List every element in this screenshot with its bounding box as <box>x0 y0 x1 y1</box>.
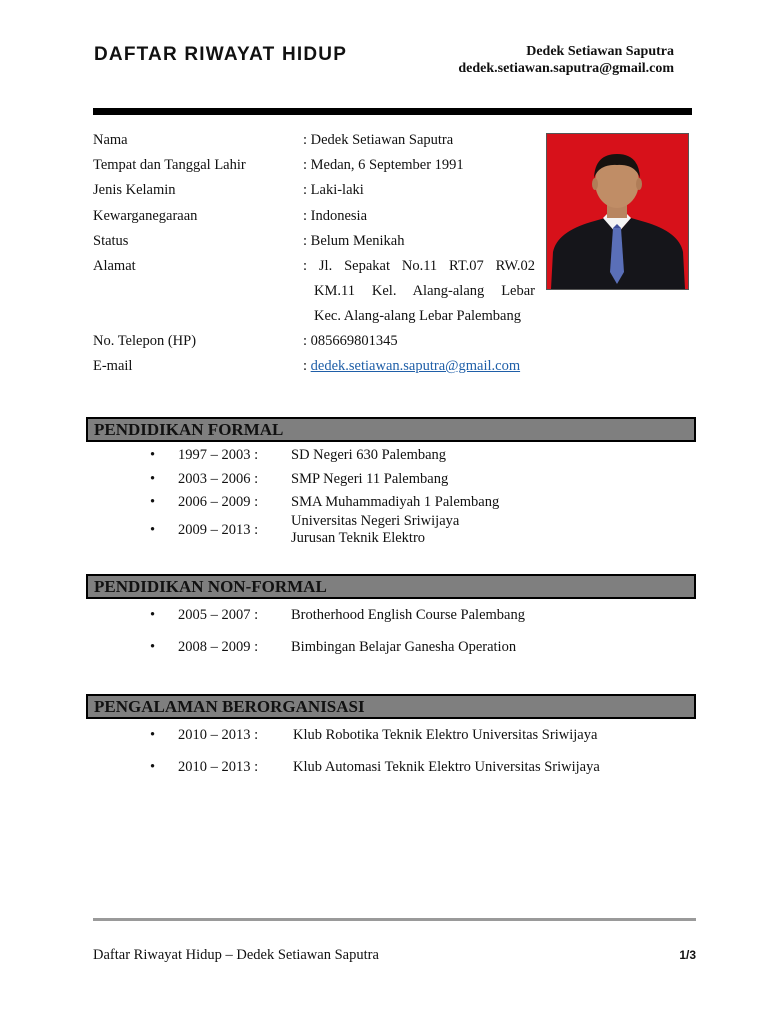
page-number: 1/3 <box>679 948 696 962</box>
header-divider <box>93 108 692 115</box>
bullet: • <box>150 607 156 623</box>
period: 2005 – 2007 : <box>178 607 259 623</box>
info-label: Jenis Kelamin <box>93 182 176 198</box>
info-value: : Dedek Setiawan Saputra <box>303 132 454 148</box>
bullet: • <box>150 727 156 743</box>
info-label: Kewarganegaraan <box>93 208 198 224</box>
period: 1997 – 2003 : <box>178 447 259 463</box>
bullet: • <box>150 759 156 775</box>
description: Universitas Negeri Sriwijaya <box>291 513 460 529</box>
portrait-graphic <box>547 134 688 289</box>
info-label: No. Telepon (HP) <box>93 333 197 349</box>
period: 2003 – 2006 : <box>178 471 259 487</box>
bullet: • <box>150 639 156 655</box>
address-line: : Jl. Sepakat No.11 RT.07 RW.02 <box>303 258 535 274</box>
info-value: : Belum Menikah <box>303 233 405 249</box>
section-header-formal: PENDIDIKAN FORMAL <box>86 417 696 442</box>
info-value: : Indonesia <box>303 208 368 224</box>
period: 2008 – 2009 : <box>178 639 259 655</box>
info-label: Alamat <box>93 258 136 274</box>
header-contact <box>458 43 674 77</box>
info-label: Nama <box>93 132 128 148</box>
section-header-organisasi: PENGALAMAN BERORGANISASI <box>86 694 696 719</box>
description: Klub Automasi Teknik Elektro Universitas Sriwijaya <box>293 759 600 775</box>
footer-text: Daftar Riwayat Hidup – Dedek Setiawan Saputra <box>93 947 379 963</box>
info-value: : 085669801345 <box>303 333 398 349</box>
email-prefix: : <box>303 358 311 374</box>
period: 2009 – 2013 : <box>178 522 259 538</box>
description: Klub Robotika Teknik Elektro Universitas Sriwijaya <box>293 727 598 743</box>
header-name: Dedek Setiawan Saputra <box>526 44 674 59</box>
info-value <box>303 357 535 375</box>
info-label: Status <box>93 233 129 249</box>
footer-divider <box>93 918 696 921</box>
description: SD Negeri 630 Palembang <box>291 447 447 463</box>
period: 2010 – 2013 : <box>178 727 259 743</box>
bullet: • <box>150 494 156 510</box>
header-email: dedek.setiawan.saputra@gmail.com <box>458 61 674 76</box>
period: 2010 – 2013 : <box>178 759 259 775</box>
description: SMP Negeri 11 Palembang <box>291 471 449 487</box>
description: SMA Muhammadiyah 1 Palembang <box>291 494 500 510</box>
bullet: • <box>150 447 156 463</box>
address-line: KM.11 Kel. Alang-alang Lebar <box>314 283 535 299</box>
info-value: : Medan, 6 September 1991 <box>303 157 464 173</box>
email-link[interactable]: dedek.setiawan.saputra@gmail.com <box>310 358 521 374</box>
description-line-2: Jurusan Teknik Elektro <box>291 530 426 546</box>
description: Brotherhood English Course Palembang <box>291 607 525 623</box>
document-title: DAFTAR RIWAYAT HIDUP <box>94 44 348 65</box>
bullet: • <box>150 471 156 487</box>
info-value: : Laki-laki <box>303 182 364 198</box>
info-label: E-mail <box>93 358 133 374</box>
info-label: Tempat dan Tanggal Lahir <box>93 157 246 173</box>
period: 2006 – 2009 : <box>178 494 259 510</box>
bullet: • <box>150 522 156 538</box>
section-header-nonformal: PENDIDIKAN NON-FORMAL <box>86 574 696 599</box>
person-photo-icon <box>546 133 689 290</box>
address-line: Kec. Alang-alang Lebar Palembang <box>314 308 521 324</box>
description: Bimbingan Belajar Ganesha Operation <box>291 639 517 655</box>
